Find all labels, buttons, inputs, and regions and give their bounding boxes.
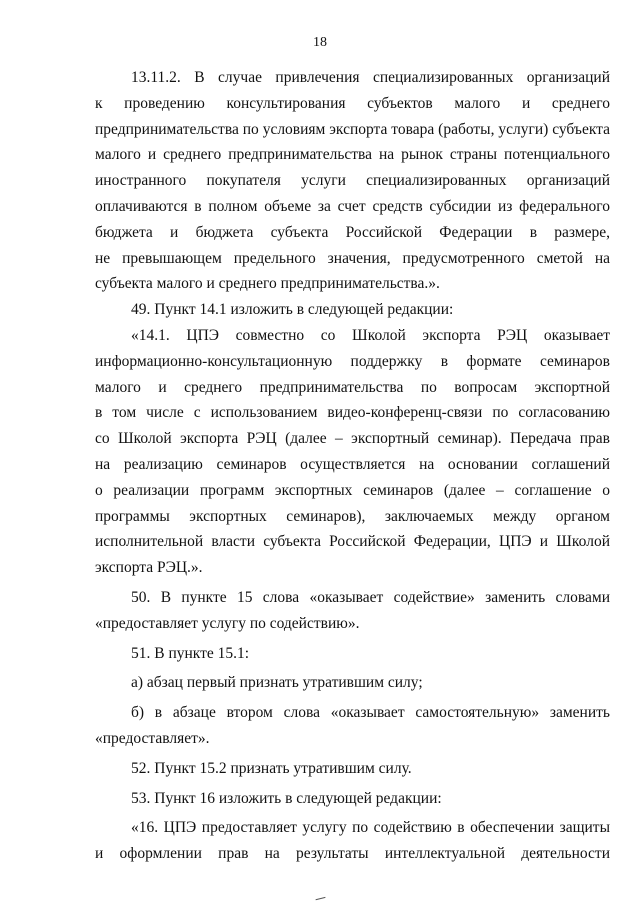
text-line: программы экспортных семинаров), заключаемых между органом xyxy=(95,507,610,525)
text-line: «предоставляет услугу по содействию». xyxy=(95,614,360,632)
text-line: к проведению консультирования субъектов малого и среднего xyxy=(95,94,610,112)
text-line: иностранного покупателя услуги специализированных организаций xyxy=(95,172,610,190)
text-line: не превышающем предельного значения, предусмотренного сметой на xyxy=(95,249,610,267)
text-line: информационно-консультационную поддержку в формате семинаров xyxy=(95,352,610,370)
text-line: и оформлении прав на результаты интеллектуальной деятельности xyxy=(95,845,610,863)
text-line: 51. В пункте 15.1: xyxy=(131,644,250,662)
text-line: бюджета и бюджета субъекта Российской Федерации в размере, xyxy=(95,223,610,241)
text-line: экспорта РЭЦ.». xyxy=(95,559,203,577)
text-line: а) абзац первый признать утратившим силу; xyxy=(131,674,423,692)
text-line: 13.11.2. В случае привлечения специализированных организаций xyxy=(131,69,610,86)
text-line: оплачиваются в полном объеме за счет средств субсидии из федерального xyxy=(95,197,610,215)
text-line: б) в абзаце втором слова «оказывает самостоятельную» заменить xyxy=(131,704,610,722)
text-line: 53. Пункт 16 изложить в следующей редакции: xyxy=(131,789,442,807)
text-line: предпринимательства по условиям экспорта товара (работы, услуги) субъекта xyxy=(95,120,610,138)
scan-mark xyxy=(316,897,327,904)
text-line: 50. В пункте 15 слова «оказывает содействие» заменить словами xyxy=(131,588,610,606)
text-line: со Школой экспорта РЭЦ (далее – экспортный семинар). Передача прав xyxy=(95,430,610,448)
text-line: исполнительной власти субъекта Российской Федерации, ЦПЭ и Школой xyxy=(95,533,610,551)
text-line: в том числе с использованием видео-конференц-связи по согласованию xyxy=(95,404,610,422)
text-line: 49. Пункт 14.1 изложить в следующей редакции: xyxy=(131,301,454,319)
text-line: «предоставляет». xyxy=(95,729,210,747)
document-body xyxy=(95,65,610,867)
page-number: 18 xyxy=(313,35,327,50)
text-line: 52. Пункт 15.2 признать утратившим силу. xyxy=(131,759,412,777)
text-line: малого и среднего предпринимательства по вопросам экспортной xyxy=(95,378,610,396)
text-line: «14.1. ЦПЭ совместно со Школой экспорта РЭЦ оказывает xyxy=(131,326,610,344)
text-line: малого и среднего предпринимательства на рынок страны потенциального xyxy=(95,146,610,164)
text-line: «16. ЦПЭ предоставляет услугу по содействию в обеспечении защиты xyxy=(131,819,610,837)
text-line: на реализацию семинаров осуществляется на основании соглашений xyxy=(95,455,610,473)
text-line: о реализации программ экспортных семинаров (далее – соглашение о xyxy=(95,481,610,499)
text-line: субъекта малого и среднего предпринимательства.». xyxy=(95,275,440,293)
